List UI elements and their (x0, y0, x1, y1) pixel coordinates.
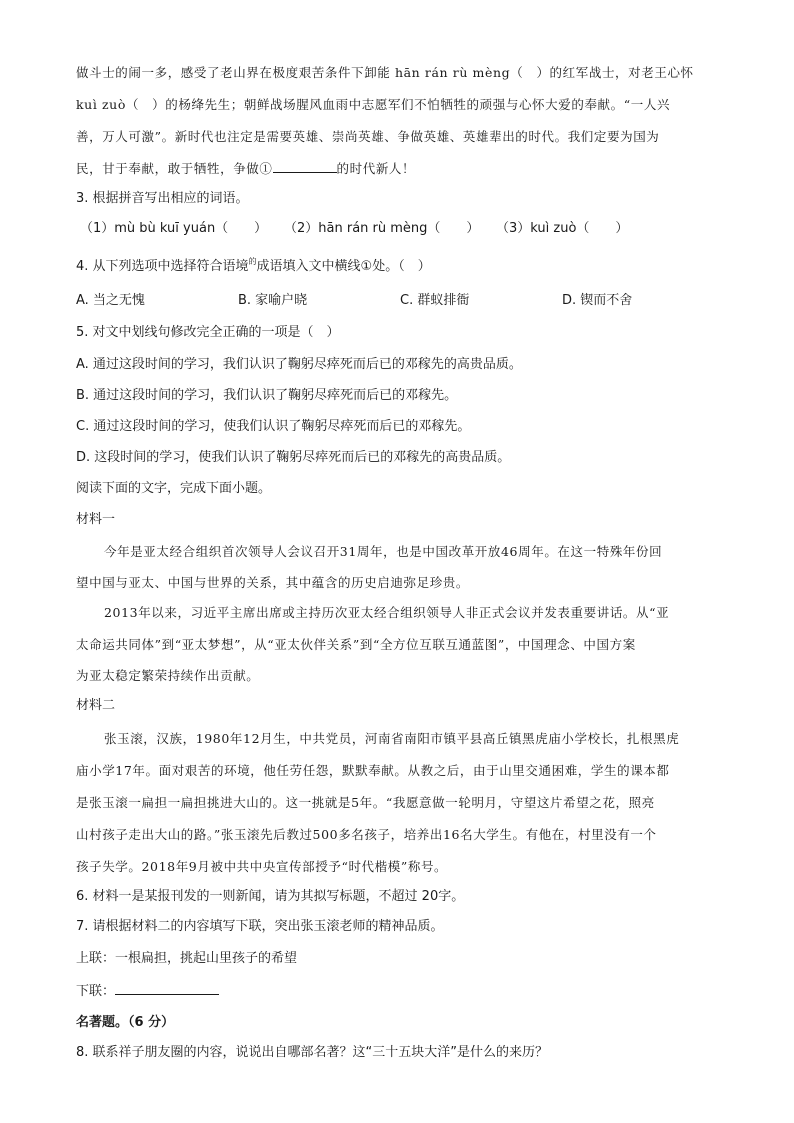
material2-title: 材料二 (76, 698, 116, 713)
q7-lower-couplet (76, 982, 726, 1001)
q3-item-2: （2）hān rán rù mèng（ ） (284, 221, 480, 236)
q4-stem (76, 258, 726, 277)
material1-p2-line2: 太命运共同体”到“亚太梦想”，从“亚太伙伴关系”到“全方位互联互通蓝图”，中国理念、中国方案 (76, 637, 636, 652)
q7-lower-blank[interactable] (115, 982, 219, 995)
q3-item-3: （3）kuì zuò（ ） (496, 221, 629, 236)
material1-p2-line3: 为亚太稳定繁荣持续作出贡献。 (76, 668, 260, 683)
q4-stem-b: 成语填入文中横线①处。（ ） (256, 259, 431, 274)
passage-line-4 (76, 160, 726, 178)
q7-upper-couplet: 上联：一根扁担，挑起山里孩子的希望 (76, 951, 298, 966)
q4-stem-sup: 的 (248, 257, 257, 266)
material2-line2: 庙小学17年。面对艰苦的环境，他任劳任怨，默默奉献。从教之后，由于山里交通困难，学生的课本都 (76, 763, 670, 778)
q4-stem-a: 4. 从下列选项中选择符合语境 (76, 259, 249, 274)
passage-line-3: 善，万人可激”。新时代也注定是需要英雄、崇尚英雄、争做英雄、英雄辈出的时代。我们定要为国为 (76, 129, 660, 144)
q4-option-a: A. 当之无愧 (76, 293, 145, 308)
q5-option-d: D. 这段时间的学习，使我们认识了鞠躬尽瘁死而后已的邓稼先的高贵品质。 (76, 450, 511, 465)
q6-stem: 6. 材料一是某报刊发的一则新闻，请为其拟写标题，不超过 20字。 (76, 889, 465, 904)
blank-1[interactable] (273, 160, 337, 173)
passage-line-4-after: 的时代新人！ (336, 161, 416, 176)
q7-lower-label: 下联： (76, 984, 116, 999)
passage-line-4-before: 民，甘于奉献，敢于牺牲，争做① (76, 161, 273, 176)
section-heading: 名著题。（6 分） (76, 1015, 175, 1030)
material2-line4: 山村孩子走出大山的路。”张玉滚先后教过500多名孩子，培养出16名大学生。有他在，村里没有一个 (76, 827, 657, 842)
q5-option-b: B. 通过这段时间的学习，我们认识了鞠躬尽瘁死而后已的邓稼先。 (76, 388, 458, 403)
q5-stem: 5. 对文中划线句修改完全正确的一项是（ ） (76, 325, 340, 340)
material1-p1-line2: 望中国与亚太、中国与世界的关系，其中蕴含的历史启迪弥足珍贵。 (76, 575, 470, 590)
material1-title: 材料一 (76, 512, 116, 527)
material2-line1: 张玉滚，汉族，1980年12月生，中共党员，河南省南阳市镇平县高丘镇黑虎庙小学校长，扎根黑虎 (104, 731, 680, 746)
q3-stem: 3. 根据拼音写出相应的词语。 (76, 191, 249, 206)
q8-stem: 8. 联系祥子朋友圈的内容，说说出自哪部名著？这“三十五块大洋”是什么的来历？ (76, 1045, 549, 1060)
q3-item-1: （1）mù bù kuī yuán（ ） (80, 221, 268, 236)
material1-p1-line1: 今年是亚太经合组织首次领导人会议召开31周年，也是中国改革开放46周年。在这一特殊年份回 (104, 544, 663, 559)
q7-stem: 7. 请根据材料二的内容填写下联，突出张玉滚老师的精神品质。 (76, 919, 444, 934)
reading-intro: 阅读下面的文字，完成下面小题。 (76, 481, 272, 496)
q4-option-b: B. 家喻户晓 (238, 293, 308, 308)
passage-line-2: kuì zuò（ ）的杨绛先生；朝鲜战场腥风血雨中志愿军们不怕牺牲的顽强与心怀大爱的奉献。“一人兴 (76, 97, 671, 112)
material1-p2-line1: 2013年以来，习近平主席出席或主持历次亚太经合组织领导人非正式会议并发表重要讲话。从“亚 (104, 605, 670, 620)
q5-option-a: A. 通过这段时间的学习，我们认识了鞠躬尽瘁死而后已的邓稼先的高贵品质。 (76, 357, 522, 372)
q5-option-c: C. 通过这段时间的学习，使我们认识了鞠躬尽瘁死而后已的邓稼先。 (76, 419, 471, 434)
material2-line5: 孩子失学。2018年9月被中共中央宣传部授予“时代楷模”称号。 (76, 859, 448, 874)
q4-option-c: C. 群蚁排衙 (400, 293, 470, 308)
q4-option-d: D. 锲而不舍 (562, 293, 633, 308)
material2-line3: 是张玉滚一扁担一扁担挑进大山的。这一挑就是5年。“我愿意做一轮明月，守望这片希望之花，照亮 (76, 795, 655, 810)
passage-line-1: 做斗士的闹一多，感受了老山界在极度艰苦条件下卸能 hān rán rù mèng（ ）的红军战士，对老王心怀 (76, 65, 694, 80)
